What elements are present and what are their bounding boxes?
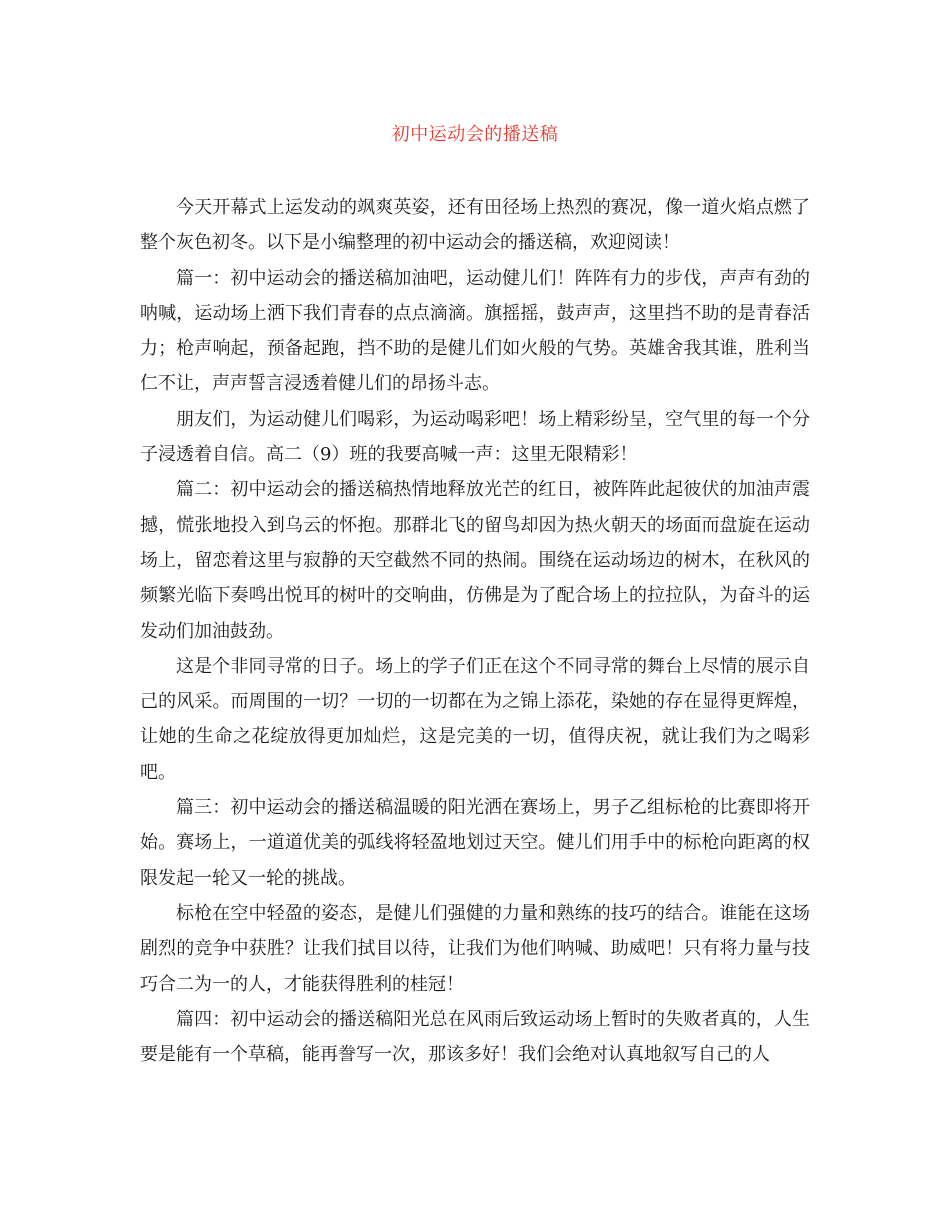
paragraph-part-four: 篇四：初中运动会的播送稿阳光总在风雨后致运动场上暂时的失败者真的，人生要是能有一个草稿，能再誊写一次，那该多好！我们会绝对认真地叙写自己的人	[140, 1008, 810, 1066]
document-title: 初中运动会的播送稿	[391, 124, 559, 145]
document-body	[140, 190, 810, 1072]
paragraph-intro: 今天开幕式上运发动的飒爽英姿，还有田径场上热烈的赛况，像一道火焰点燃了整个灰色初冬。以下是小编整理的初中运动会的播送稿，欢迎阅读！	[140, 197, 810, 254]
paragraph-part-three: 篇三：初中运动会的播送稿温暖的阳光洒在赛场上，男子乙组标枪的比赛即将开始。赛场上，一道道优美的弧线将轻盈地划过天空。健儿们用手中的标枪向距离的权限发起一轮又一轮的挑战。	[140, 797, 810, 889]
paragraph-javelin: 标枪在空中轻盈的姿态，是健儿们强健的力量和熟练的技巧的结合。谁能在这场剧烈的竞争中获胜？让我们拭目以待，让我们为他们呐喊、助威吧！只有将力量与技巧合二为一的人，才能获得胜利的桂冠！	[140, 902, 810, 995]
paragraph-part-two: 篇二：初中运动会的播送稿热情地释放光芒的红日，被阵阵此起彼伏的加油声震撼，慌张地投入到乌云的怀抱。那群北飞的留鸟却因为热火朝天的场面而盘旋在运动场上，留恋着这里与寂静的天空截然不同的热闹。围绕在运动场边的树木，在秋风的频繁光临下奏鸣出悦耳的树叶的交响曲，仿佛是为了配合场上的拉拉队，为奋斗的运发动们加油鼓劲。	[140, 479, 810, 642]
paragraph-cheer: 朋友们，为运动健儿们喝彩，为运动喝彩吧！场上精彩纷呈，空气里的每一个分子浸透着自信。高二（9）班的我要高喊一声：这里无限精彩！	[140, 408, 810, 466]
paragraph-extraordinary-day: 这是个非同寻常的日子。场上的学子们正在这个不同寻常的舞台上尽情的展示自己的风采。而周围的一切？一切的一切都在为之锦上添花，染她的存在显得更辉煌，让她的生命之花绽放得更加灿烂，这是完美的一切，值得庆祝，就让我们为之喝彩吧。	[140, 655, 810, 783]
paragraph-part-one: 篇一：初中运动会的播送稿加油吧，运动健儿们！阵阵有力的步伐，声声有劲的呐喊，运动场上洒下我们青春的点点滴滴。旗摇摇，鼓声声，这里挡不助的是青春活力；枪声响起，预备起跑，挡不助的是健儿们如火般的气势。英雄舍我其谁，胜利当仁不让，声声誓言浸透着健儿们的昂扬斗志。	[140, 267, 810, 395]
